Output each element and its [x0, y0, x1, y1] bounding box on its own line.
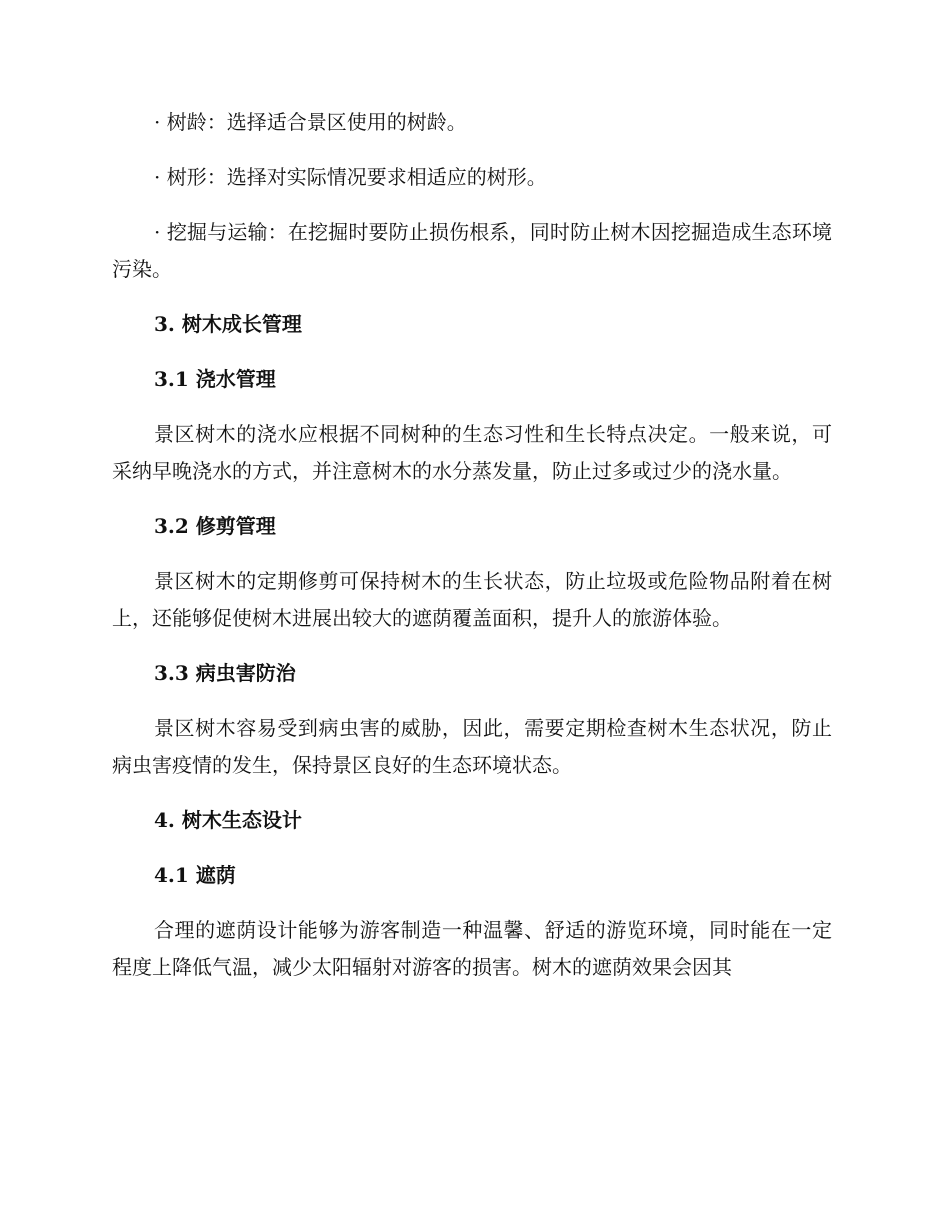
subsection-heading-3-3: 3.3 病虫害防治 [154, 661, 296, 685]
bullet-digging-transport: · 挖掘与运输：在挖掘时要防止损伤根系，同时防止树木因挖掘造成生态环境污染。 [112, 220, 832, 281]
section-heading-4: 4. 树木生态设计 [154, 808, 302, 832]
paragraph-shade: 合理的遮荫设计能够为游客制造一种温馨、舒适的游览环境，同时能在一定程度上降低气温，减少太阳辐射对游客的损害。树木的遮荫效果会因其 [112, 918, 832, 979]
paragraph-watering: 景区树木的浇水应根据不同树种的生态习性和生长特点决定。一般来说，可采纳早晚浇水的方式，并注意树木的水分蒸发量，防止过多或过少的浇水量。 [112, 422, 832, 483]
bullet-tree-shape: · 树形：选择对实际情况要求相适应的树形。 [154, 165, 547, 189]
bullet-tree-age: · 树龄：选择适合景区使用的树龄。 [154, 110, 467, 134]
document-page [112, 104, 832, 1004]
section-heading-3: 3. 树木成长管理 [154, 312, 302, 336]
subsection-heading-3-2: 3.2 修剪管理 [154, 514, 276, 538]
paragraph-pruning: 景区树木的定期修剪可保持树木的生长状态，防止垃圾或危险物品附着在树上，还能够促使树木进展出较大的遮荫覆盖面积，提升人的旅游体验。 [112, 569, 832, 630]
paragraph-pest-control: 景区树木容易受到病虫害的威胁，因此，需要定期检查树木生态状况，防止病虫害疫情的发生，保持景区良好的生态环境状态。 [112, 716, 832, 777]
subsection-heading-3-1: 3.1 浇水管理 [154, 367, 276, 391]
subsection-heading-4-1: 4.1 遮荫 [154, 863, 236, 887]
